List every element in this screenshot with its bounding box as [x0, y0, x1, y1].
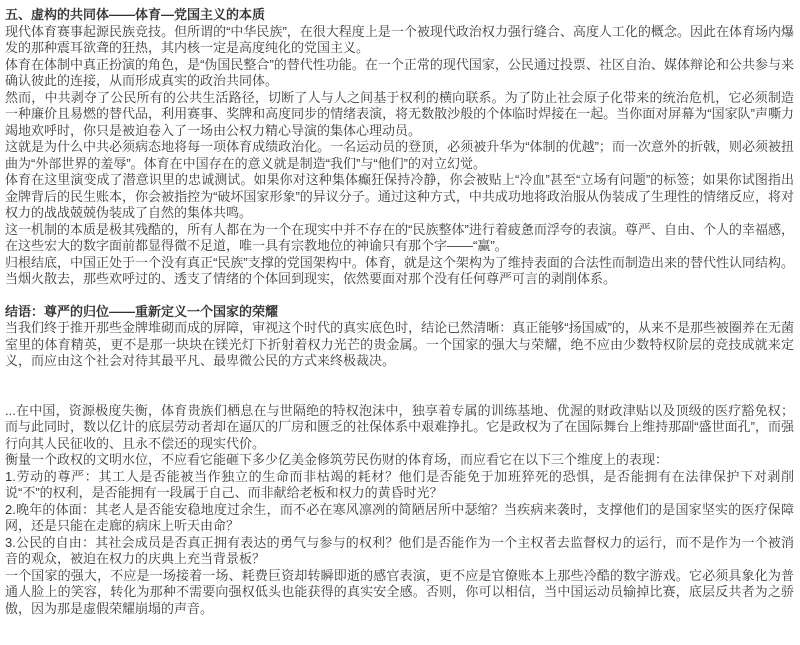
section-main-heading: 五、虚构的共同体——体育—党国主义的本质: [5, 7, 266, 22]
section-appendix: [5, 403, 794, 618]
paragraph: 体育在这里演变成了潜意识里的忠诚测试。如果你对这种集体癫狂保持冷静，你会被贴上“冷血”甚至“立场有问题”的标签；如果你试图指出金牌背后的民生账本，你会被指控为“破坏国家形象”的异议分子。通过这种方式，中共成功地将政治服从伪装成了生理性的情绪反应，将对权力的战战兢兢伪装成了自然的集体共鸣。: [5, 172, 794, 220]
section-conclusion: [5, 304, 794, 370]
section-conclusion-heading: 结语：尊严的归位——重新定义一个国家的荣耀: [5, 303, 279, 319]
list-item: 3.公民的自由：其社会成员是否真正拥有表达的勇气与参与的权利？他们是否能作为一个主权者去监督权力的运行，而不是作为一个被消音的观众，被迫在权力的庆典上充当背景板？: [5, 534, 794, 566]
paragraph: 然而，中共剥夺了公民所有的公共生活路径，切断了人与人之间基于权利的横向联系。为了防止社会原子化带来的统治危机，它必须制造一种廉价且易燃的替代品，利用赛事、奖牌和高度同步的情绪表演，将无数散沙般的个体临时焊接在一起。当你面对屏幕为“国家队”声嘶力竭地欢呼时，你只是被迫卷入了一场由公权力精心导演的集体心理动员。: [5, 89, 794, 138]
paragraph: 体育在体制中真正扮演的角色，是“伪国民整合”的替代性功能。在一个正常的现代国家，公民通过投票、社区自治、媒体辩论和公共参与来确认彼此的连接，从而形成真实的政治共同体。: [5, 56, 794, 88]
section-main: [5, 7, 794, 288]
paragraph: ...在中国，资源极度失衡，体育贵族们栖息在与世隔绝的特权泡沫中，独享着专属的训练基地、优渥的财政津贴以及顶级的医疗豁免权；而与此同时，数以亿计的底层劳动者却在逼仄的厂房和匮乏的社保体系中艰难挣扎。它是政权为了在国际舞台上维持那副“盛世面孔”，而强行向其人民征收的、且永不偿还的现实代价。: [5, 402, 794, 451]
list-item: 2.晚年的体面：其老人是否能安稳地度过余生，而不必在寒风凛冽的简陋居所中瑟缩？当疾病来袭时，支撑他们的是国家坚实的医疗保障网，还是只能在走廊的病床上听天由命？: [5, 501, 794, 533]
list-item: 1.劳动的尊严：其工人是否能被当作独立的生命而非枯竭的耗材？他们是否能免于加班猝死的恐惧，是否能拥有在法律保护下对剥削说“不”的权利，是否能拥有一段属于自己、而非献给老板和权力的黄昏时光？: [5, 468, 794, 500]
paragraph: 衡量一个政权的文明水位，不应看它能砸下多少亿美金修筑劳民伤财的体育场，而应看它在以下三个维度上的表现：: [5, 452, 669, 467]
paragraph: 这一机制的本质是极其残酷的，所有人都在为一个在现实中并不存在的“民族整体”进行着疲惫而浮夸的表演。尊严、自由、个人的幸福感，在这些宏大的数字面前都显得微不足道，唯一具有宗教地位的神谕只有那个字——“赢”。: [5, 221, 794, 253]
paragraph: 当我们终于推开那些金牌堆砌而成的屏障，审视这个时代的真实底色时，结论已然清晰：真正能够“扬国威”的，从来不是那些被圈养在无菌室里的体育精英，更不是那一块块在镁光灯下折射着权力光芒的贵金属。一个国家的强大与荣耀，绝不应由少数特权阶层的竞技成就来定义，而应由这个社会对待其最平凡、最卑微公民的方式来终极裁决。: [5, 320, 794, 368]
paragraph: 这就是为什么中共必须病态地将每一项体育成绩政治化。一名运动员的登顶，必须被升华为“体制的优越”；而一次意外的折戟，则必须被扭曲为“外部世界的羞辱”。体育在中国存在的意义就是制造“我们”与“他们”的对立幻觉。: [5, 139, 794, 171]
paragraph: 归根结底，中国正处于一个没有真正“民族”支撑的党国架构中。体育，就是这个架构为了维持表面的合法性而制造出来的替代性认同结构。当烟火散去，那些欢呼过的、透支了情绪的个体回到现实，依然要面对那个没有任何尊严可言的剥削体系。: [5, 254, 794, 286]
closing-paragraph: 一个国家的强大，不应是一场接着一场、耗费巨资却转瞬即逝的感官表演，更不应是官僚账本上那些冷酷的数字游戏。它必须具象化为普通人脸上的笑容，转化为那种不需要向强权低头也能获得的真实安全感。否则，你可以相信，当中国运动员输掉比赛，底层反共者为之骄傲，因为那是虚假荣耀崩塌的声音。: [5, 567, 794, 616]
paragraph: 现代体育赛事起源民族竞技。但所谓的“中华民族”，在很大程度上是一个被现代政治权力强行缝合、高度人工化的概念。因此在体育场内爆发的那种震耳欲聋的狂热，其内核一定是高度纯化的党国主义。: [5, 23, 794, 55]
